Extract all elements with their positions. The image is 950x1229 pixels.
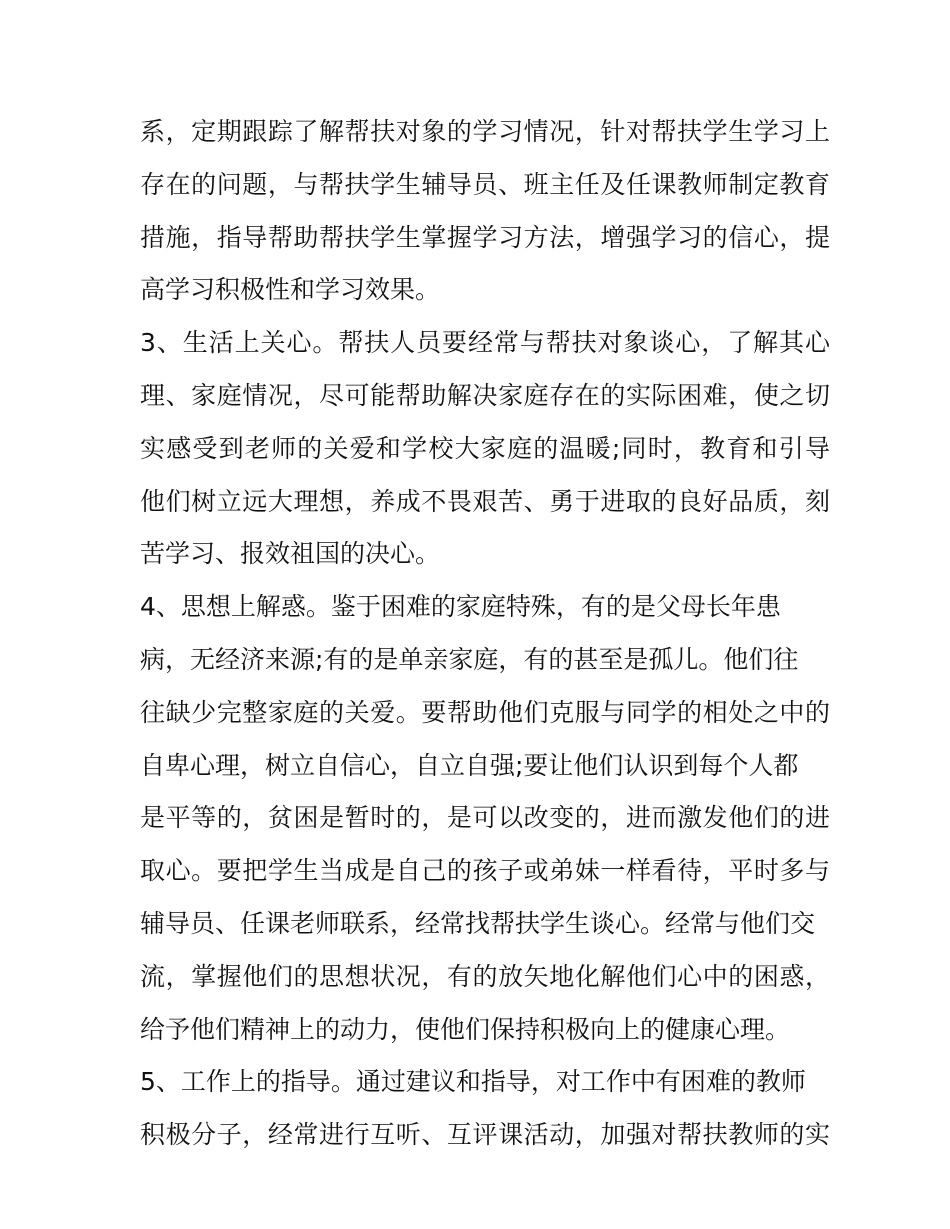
text-line: 往缺少完整家庭的关爱。要帮助他们克服与同学的相处之中的 xyxy=(140,697,830,727)
text-line: 自卑心理，树立自信心，自立自强;要让他们认识到每个人都 xyxy=(140,750,799,780)
text-line: 苦学习、报效祖国的决心。 xyxy=(140,539,441,569)
text-line: 辅导员、任课老师联系，经常找帮扶学生谈心。经常与他们交 xyxy=(140,908,816,938)
text-line: 他们树立远大理想，养成不畏艰苦、勇于进取的良好品质，刻 xyxy=(140,486,830,516)
text-line: 3、生活上关心。帮扶人员要经常与帮扶对象谈心，了解其心 xyxy=(140,328,830,358)
text-line: 存在的问题，与帮扶学生辅导员、班主任及任课教师制定教育 xyxy=(140,169,830,199)
text-line: 实感受到老师的关爱和学校大家庭的温暖;同时，教育和引导 xyxy=(140,433,830,463)
document-body xyxy=(140,106,830,1162)
text-line: 是平等的，贫困是暂时的，是可以改变的，进而激发他们的进 xyxy=(140,803,830,833)
text-line: 系，定期跟踪了解帮扶对象的学习情况，针对帮扶学生学习上 xyxy=(140,117,830,146)
text-line: 高学习积极性和学习效果。 xyxy=(140,275,441,305)
text-line: 措施，指导帮助帮扶学生掌握学习方法，增强学习的信心，提 xyxy=(140,222,830,252)
text-line: 理、家庭情况，尽可能帮助解决家庭存在的实际困难，使之切 xyxy=(140,380,830,410)
text-line: 病，无经济来源;有的是单亲家庭，有的甚至是孤儿。他们往 xyxy=(140,644,799,674)
text-line: 取心。要把学生当成是自己的孩子或弟妹一样看待，平时多与 xyxy=(140,856,830,886)
text-line: 流，掌握他们的思想状况，有的放矢地化解他们心中的困惑， xyxy=(140,961,830,991)
text-line: 积极分子，经常进行互听、互评课活动，加强对帮扶教师的实 xyxy=(140,1120,830,1150)
text-line: 给予他们精神上的动力，使他们保持积极向上的健康心理。 xyxy=(140,1014,791,1044)
text-line: 4、思想上解惑。鉴于困难的家庭特殊，有的是父母长年患 xyxy=(140,592,781,622)
text-line: 5、工作上的指导。通过建议和指导，对工作中有困难的教师 xyxy=(140,1067,806,1097)
